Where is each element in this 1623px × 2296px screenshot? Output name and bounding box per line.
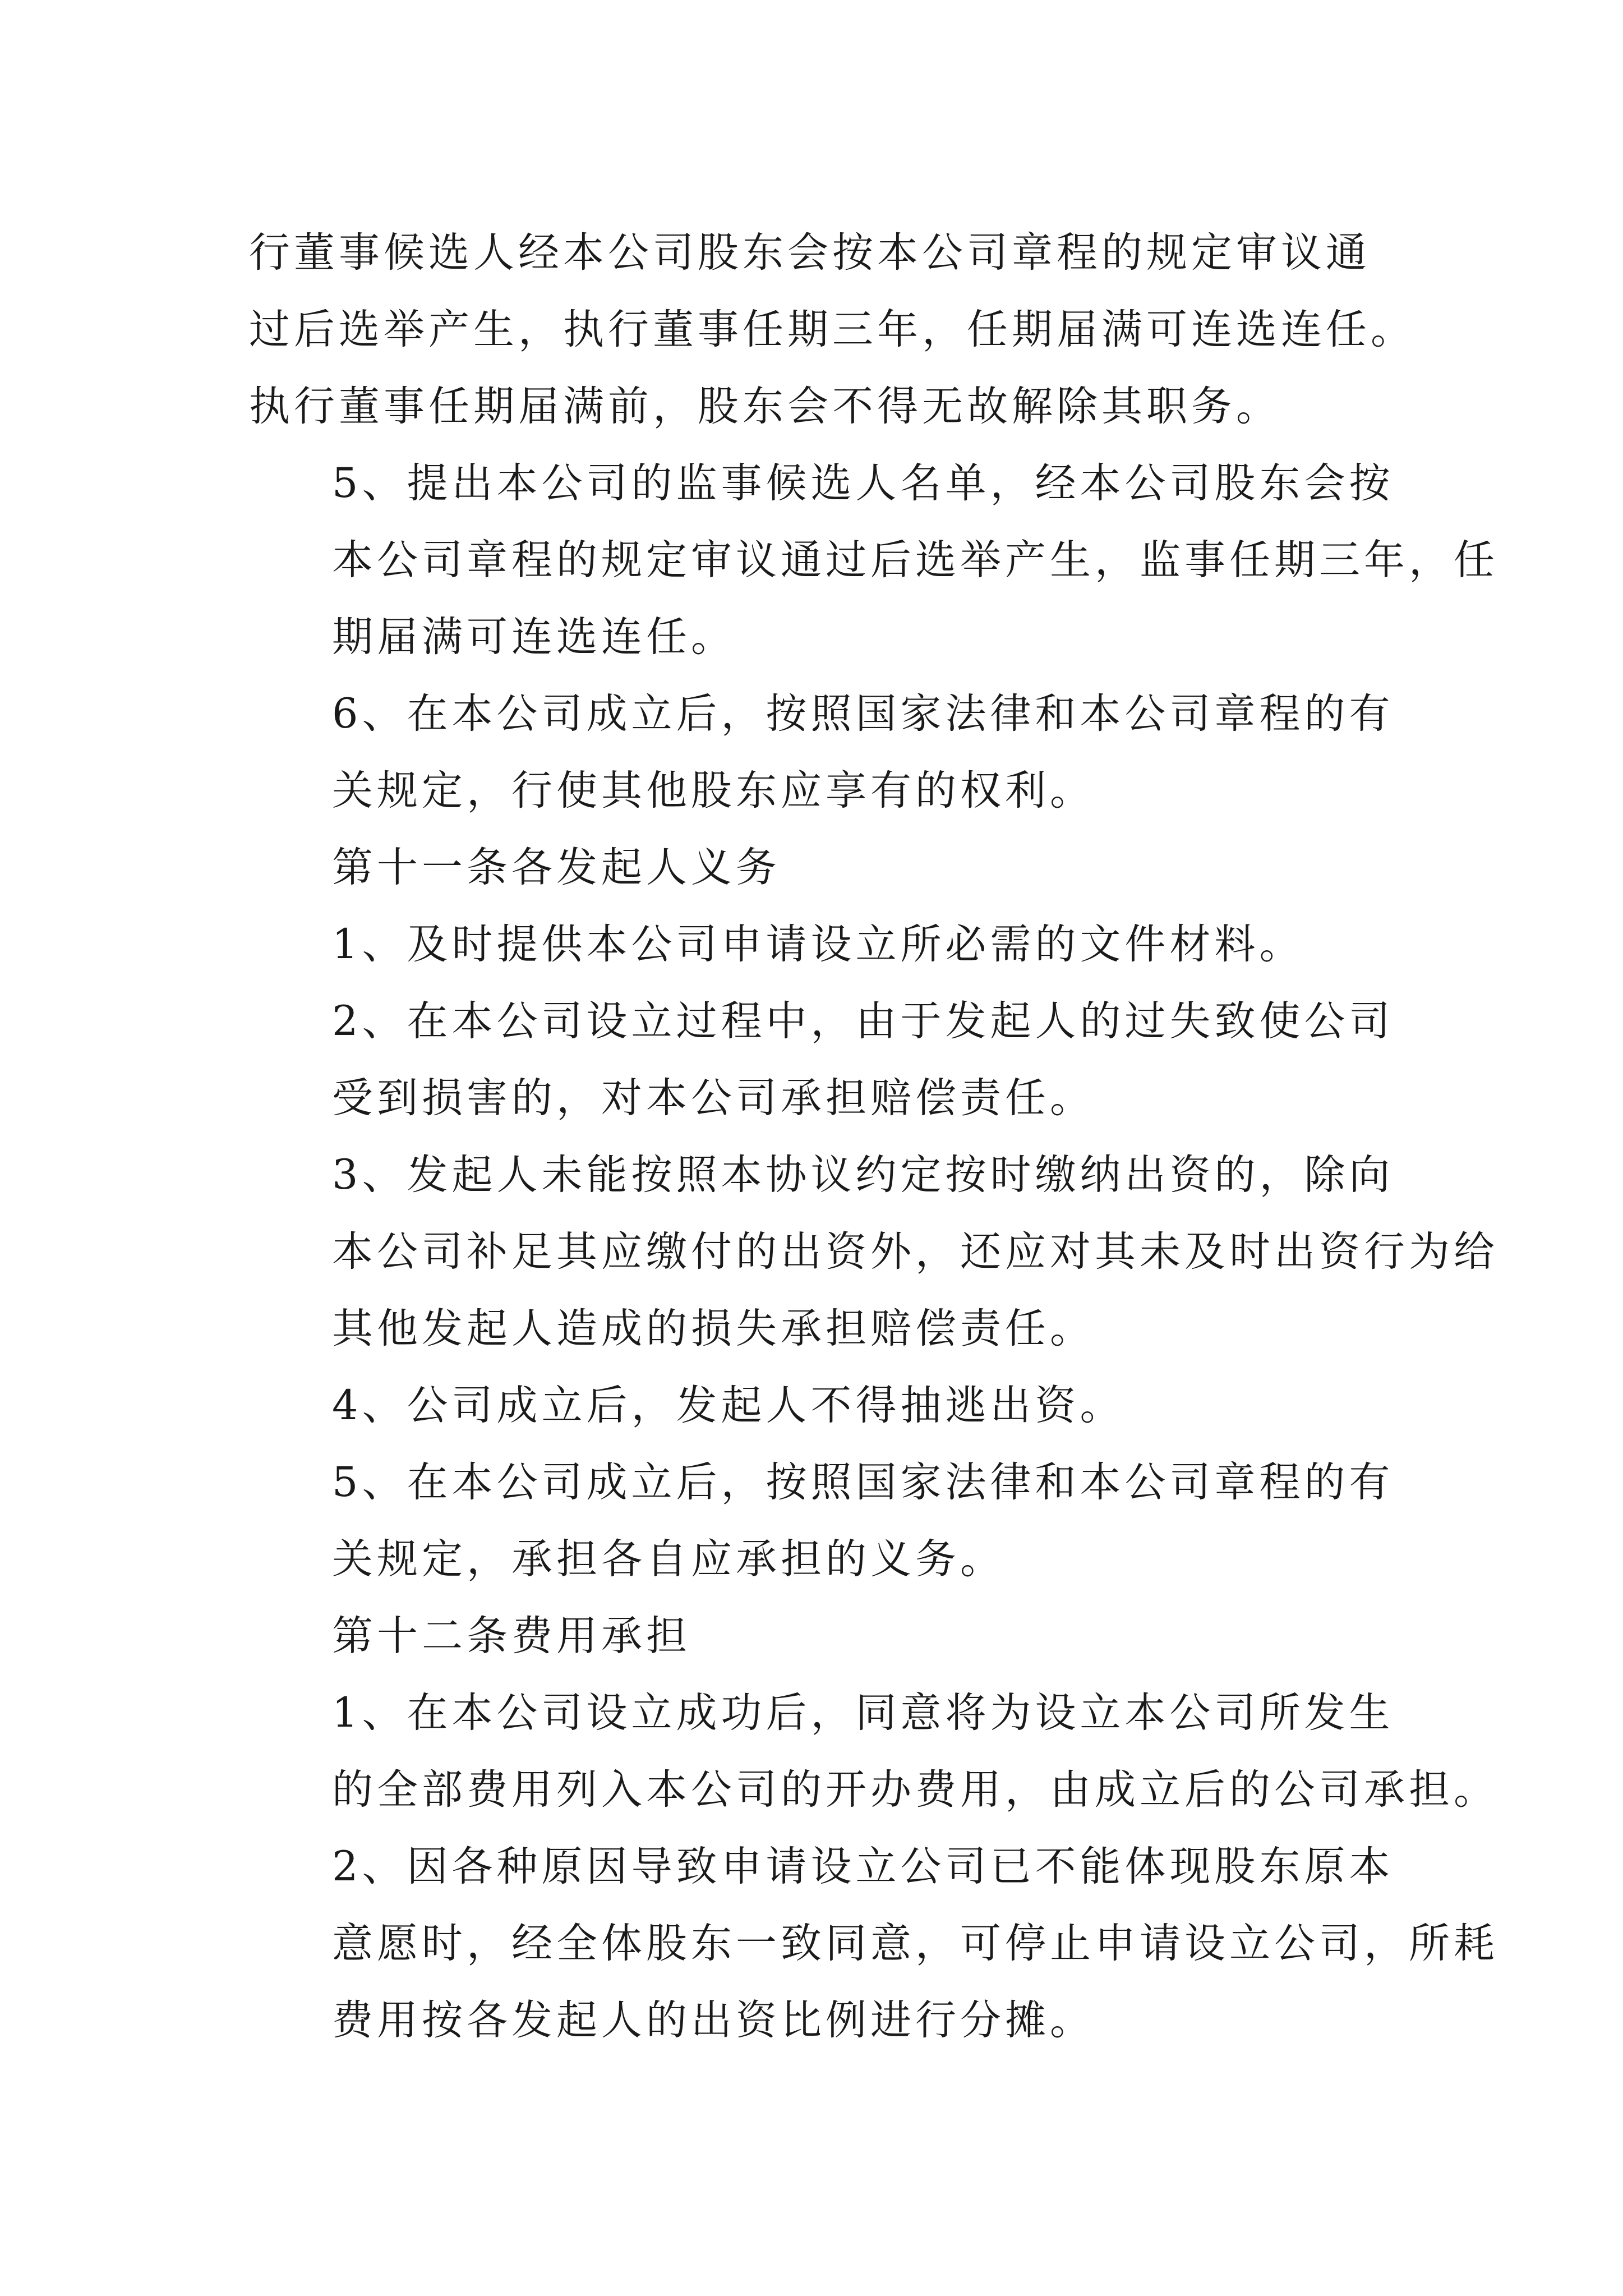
paragraph-p-cost-1	[249, 1674, 1498, 1828]
text-line: 第十一条各发起人义务	[332, 844, 781, 891]
text-line: 4、公司成立后，发起人不得抽逃出资。	[332, 1382, 1125, 1429]
paragraph-p-duty-1	[249, 906, 1404, 983]
paragraph-p-cost-2	[249, 1828, 1498, 2059]
text-line: 5、在本公司成立后，按照国家法律和本公司章程的有	[332, 1458, 1394, 1506]
section-heading-article-11-heading	[249, 829, 1404, 906]
text-line: 2、因各种原因导致申请设立公司已不能体现股东原本	[332, 1843, 1394, 1890]
text-line: 行董事候选人经本公司股东会按本公司章程的规定审议通	[249, 229, 1371, 277]
text-line: 的全部费用列入本公司的开办费用，由成立后的公司承担。	[332, 1766, 1498, 1814]
paragraph-p-duty-4	[249, 1367, 1404, 1444]
text-line: 关规定，行使其他股东应享有的权利。	[332, 767, 1095, 815]
text-line: 第十二条费用承担	[332, 1612, 691, 1660]
text-line: 执行董事任期届满前，股东会不得无故解除其职务。	[249, 383, 1281, 430]
paragraph-p-right-5	[249, 445, 1498, 675]
text-line: 关规定，承担各自应承担的义务。	[332, 1535, 1005, 1583]
paragraph-p-duty-3	[249, 1137, 1498, 1367]
paragraph-p-continued	[249, 214, 1415, 445]
paragraph-p-right-6	[249, 675, 1404, 829]
paragraph-p-duty-2	[249, 983, 1404, 1137]
text-line: 费用按各发起人的出资比例进行分摊。	[332, 1996, 1095, 2044]
paragraph-p-duty-5	[249, 1444, 1404, 1598]
text-line: 其他发起人造成的损失承担赔偿责任。	[332, 1305, 1095, 1352]
text-line: 1、在本公司设立成功后，同意将为设立本公司所发生	[332, 1689, 1394, 1737]
text-line: 本公司章程的规定审议通过后选举产生，监事任期三年，任	[332, 536, 1498, 584]
text-line: 2、在本公司设立过程中，由于发起人的过失致使公司	[332, 997, 1394, 1045]
text-line: 5、提出本公司的监事候选人名单，经本公司股东会按	[332, 459, 1394, 507]
text-line: 期届满可连选连任。	[332, 613, 736, 661]
text-line: 3、发起人未能按照本协议约定按时缴纳出资的，除向	[332, 1151, 1394, 1199]
text-line: 受到损害的，对本公司承担赔偿责任。	[332, 1074, 1095, 1122]
text-line: 本公司补足其应缴付的出资外，还应对其未及时出资行为给	[332, 1228, 1498, 1276]
text-line: 意愿时，经全体股东一致同意，可停止申请设立公司，所耗	[332, 1920, 1498, 1967]
text-line: 1、及时提供本公司申请设立所必需的文件材料。	[332, 921, 1304, 968]
document-body	[249, 214, 1498, 2059]
text-line: 过后选举产生，执行董事任期三年，任期届满可连选连任。	[249, 306, 1415, 353]
text-line: 6、在本公司成立后，按照国家法律和本公司章程的有	[332, 690, 1394, 738]
section-heading-article-12-heading	[249, 1598, 1404, 1674]
